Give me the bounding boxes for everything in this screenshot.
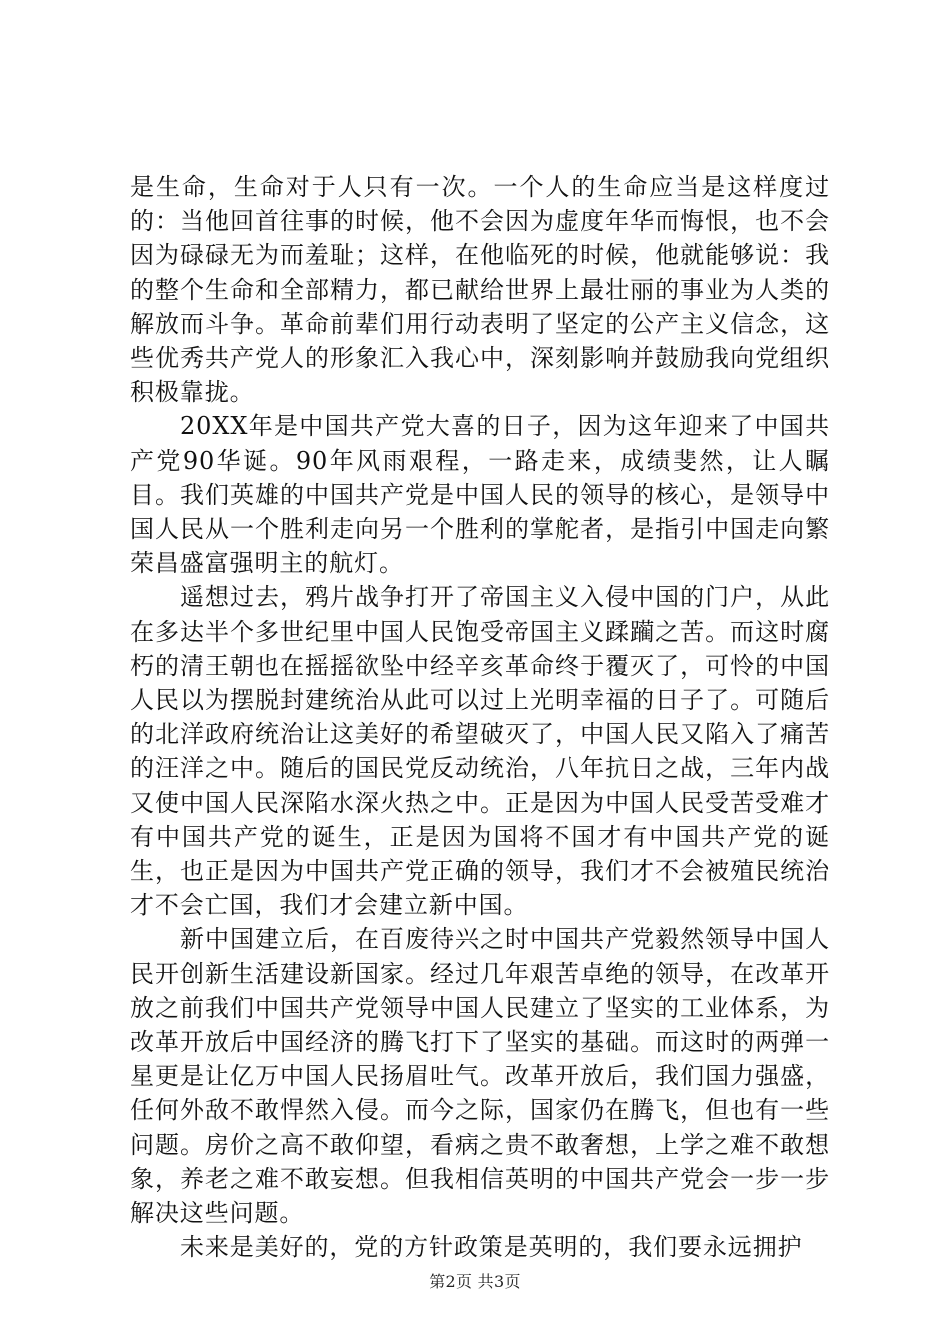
- paragraph-continuation: 是生命，生命对于人只有一次。一个人的生命应当是这样度过的：当他回首往事的时候，他不会因为虚度年华而悔恨，也不会因为碌碌无为而羞耻；这样，在他临死的时候，他就能够说：我的整个生命和全部精力，都已献给世界上最壮丽的事业为人类的解放而斗争。革命前辈们用行动表明了坚定的公产主义信念，这些优秀共产党人的形象汇入我心中，深刻影响并鼓励我向党组织积极靠拢。: [130, 173, 830, 407]
- paragraph-future: 未来是美好的，党的方针政策是英明的，我们要永远拥护: [180, 1233, 803, 1262]
- paragraph-new-china: 新中国建立后，在百废待兴之时中国共产党毅然领导中国人民开创新生活建设新国家。经过几年艰苦卓绝的领导，在改革开放之前我们中国共产党领导中国人民建立了坚实的工业体系，为改革开放后中国经济的腾飞打下了坚实的基础。而这时的两弹一星更是让亿万中国人民扬眉吐气。改革开放后，我们国力强盛，任何外敌不敢悍然入侵。而今之际，国家仍在腾飞，但也有一些问题。房价之高不敢仰望，看病之贵不敢奢想，上学之难不敢想象，养老之难不敢妄想。但我相信英明的中国共产党会一步一步解决这些问题。: [130, 925, 830, 1228]
- page-number-footer: 第2页 共3页: [429, 1272, 521, 1291]
- document-body: [130, 170, 830, 1265]
- paragraph-history: 遥想过去，鸦片战争打开了帝国主义入侵中国的门户，从此在多达半个多世纪里中国人民饱受帝国主义蹂躏之苦。而这时腐朽的清王朝也在摇摇欲坠中经辛亥革命终于覆灭了，可怜的中国人民以为摆脱封建统治从此可以过上光明幸福的日子了。可随后的北洋政府统治让这美好的希望破灭了，中国人民又陷入了痛苦的汪洋之中。随后的国民党反动统治，八年抗日之战，三年内战又使中国人民深陷水深火热之中。正是因为中国人民受苦受难才有中国共产党的诞生，正是因为国将不国才有中国共产党的诞生，也正是因为中国共产党正确的领导，我们才不会被殖民统治才不会亡国，我们才会建立新中国。: [130, 583, 830, 920]
- paragraph-anniversary: 20XX年是中国共产党大喜的日子，因为这年迎来了中国共产党90华诞。90年风雨艰程，一路走来，成绩斐然，让人瞩目。我们英雄的中国共产党是中国人民的领导的核心，是领导中国人民从一个胜利走向另一个胜利的掌舵者，是指引中国走向繁荣昌盛富强明主的航灯。: [130, 412, 830, 578]
